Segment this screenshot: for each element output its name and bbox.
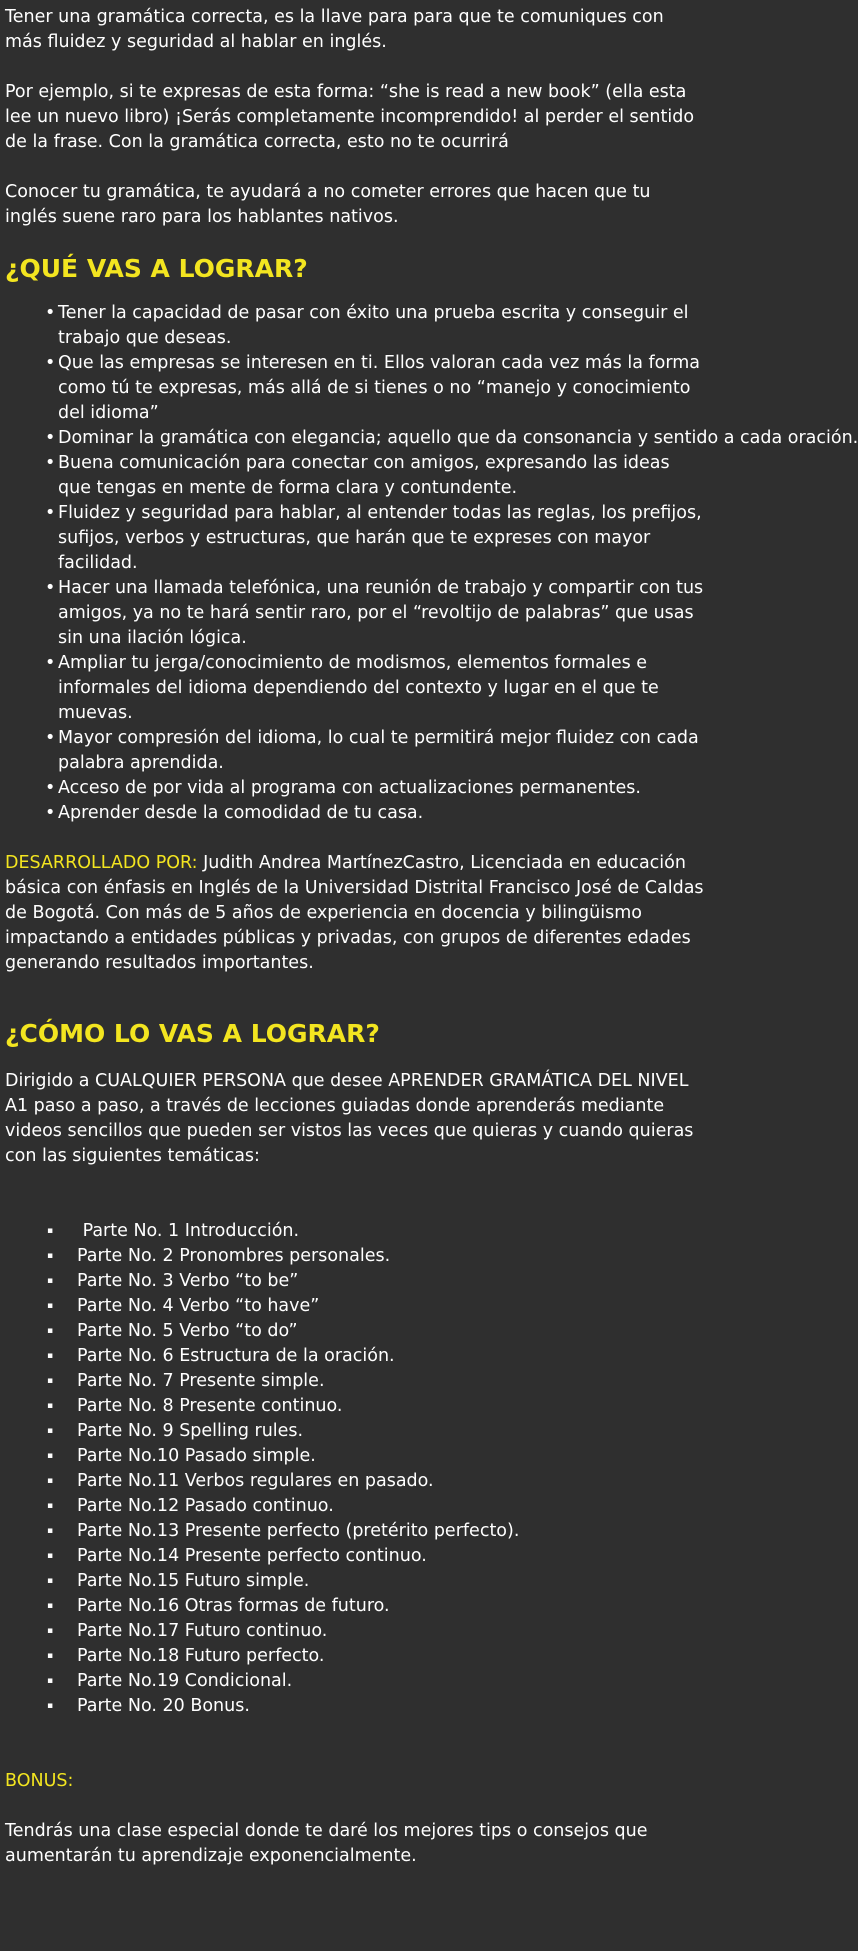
list-item: ▪ Parte No.14 Presente perfecto continuo. [47, 1544, 705, 1569]
topics-list [5, 1219, 705, 1719]
list-item: ▪ Parte No.10 Pasado simple. [47, 1444, 705, 1469]
list-item: • Tener la capacidad de pasar con éxito una prueba escrita y conseguir el trabajo que deseas. [45, 301, 705, 351]
list-item: ▪ Parte No.13 Presente perfecto (pretérito perfecto). [47, 1519, 705, 1544]
course-description [5, 5, 858, 1869]
list-item: • Dominar la gramática con elegancia; aquello que da consonancia y sentido a cada oración. [45, 426, 705, 451]
author-paragraph [5, 851, 705, 976]
list-item: ▪ Parte No.16 Otras formas de futuro. [47, 1594, 705, 1619]
intro-paragraph: Tener una gramática correcta, es la llave para para que te comuniques con más fluidez y seguridad al hablar en inglés. [5, 7, 664, 52]
list-item: ▪ Parte No.19 Condicional. [47, 1669, 705, 1694]
list-item: • Mayor compresión del idioma, lo cual te permitirá mejor fluidez con cada palabra aprendida. [45, 726, 705, 776]
intro-paragraph: Conocer tu gramática, te ayudará a no cometer errores que hacen que tu inglés suene raro para los hablantes nativos. [5, 182, 651, 227]
list-item: ▪ Parte No. 2 Pronombres personales. [47, 1244, 705, 1269]
method-heading: ¿CÓMO LO VAS A LOGRAR? [5, 1019, 380, 1048]
list-item: • Buena comunicación para conectar con amigos, expresando las ideas que tengas en mente de forma clara y contundente. [45, 451, 705, 501]
author-text: Judith Andrea MartínezCastro, Licenciada en educación básica con énfasis en Inglés de la Universidad Distrital Francisco José de Caldas de Bogotá. Con más de 5 años de experiencia en docencia y bilingüismo impactando a entidades públicas y privadas, con grupos de diferentes edades generando resultados importantes. [5, 853, 704, 973]
list-item: ▪ Parte No.17 Futuro continuo. [47, 1619, 705, 1644]
intro-paragraph: Por ejemplo, si te expresas de esta forma: “she is read a new book” (ella esta lee un nuevo libro) ¡Serás completamente incomprendido! al perder el sentido de la frase. Con la gramática correcta, esto no te ocurrirá [5, 82, 695, 152]
list-item: ▪ Parte No.18 Futuro perfecto. [47, 1644, 705, 1669]
author-label: DESARROLLADO POR: [5, 853, 198, 873]
list-item: ▪ Parte No.12 Pasado continuo. [47, 1494, 705, 1519]
list-item: ▪ Parte No. 4 Verbo “to have” [47, 1294, 705, 1319]
list-item: • Ampliar tu jerga/conocimiento de modismos, elementos formales e informales del idioma dependiendo del contexto y lugar en el que te muevas. [45, 651, 705, 726]
goals-list [5, 301, 858, 826]
list-item: • Hacer una llamada telefónica, una reunión de trabajo y compartir con tus amigos, ya no te hará sentir raro, por el “revoltijo de palabras” que usas sin una ilación lógica. [45, 576, 705, 651]
method-paragraph: Dirigido a CUALQUIER PERSONA que desee APRENDER GRAMÁTICA DEL NIVEL A1 paso a paso, a través de lecciones guiadas donde aprenderás mediante videos sencillos que pueden ser vistos las veces que quieras y cuando quieras con las siguientes temáticas: [5, 1071, 694, 1166]
list-item: ▪ Parte No. 5 Verbo “to do” [47, 1319, 705, 1344]
list-item: • Aprender desde la comodidad de tu casa. [45, 801, 705, 826]
list-item: ▪ Parte No. 6 Estructura de la oración. [47, 1344, 705, 1369]
bonus-paragraph: Tendrás una clase especial donde te daré los mejores tips o consejos que aumentarán tu aprendizaje exponencialmente. [5, 1821, 648, 1866]
list-item: • Que las empresas se interesen en ti. Ellos valoran cada vez más la forma como tú te expresas, más allá de si tienes o no “manejo y conocimiento del idioma” [45, 351, 705, 426]
list-item: • Fluidez y seguridad para hablar, al entender todas las reglas, los prefijos, sufijos, verbos y estructuras, que harán que te expreses con mayor facilidad. [45, 501, 705, 576]
list-item: ▪ Parte No. 8 Presente continuo. [47, 1394, 705, 1419]
list-item: ▪ Parte No. 3 Verbo “to be” [47, 1269, 705, 1294]
list-item: ▪ Parte No.11 Verbos regulares en pasado. [47, 1469, 705, 1494]
list-item: ▪ Parte No. 20 Bonus. [47, 1694, 705, 1719]
bonus-label: BONUS: [5, 1771, 74, 1791]
list-item: ▪ Parte No. 9 Spelling rules. [47, 1419, 705, 1444]
goals-heading: ¿QUÉ VAS A LOGRAR? [5, 254, 308, 283]
list-item: ▪ Parte No. 1 Introducción. [47, 1219, 705, 1244]
list-item: ▪ Parte No.15 Futuro simple. [47, 1569, 705, 1594]
list-item: ▪ Parte No. 7 Presente simple. [47, 1369, 705, 1394]
list-item: • Acceso de por vida al programa con actualizaciones permanentes. [45, 776, 705, 801]
